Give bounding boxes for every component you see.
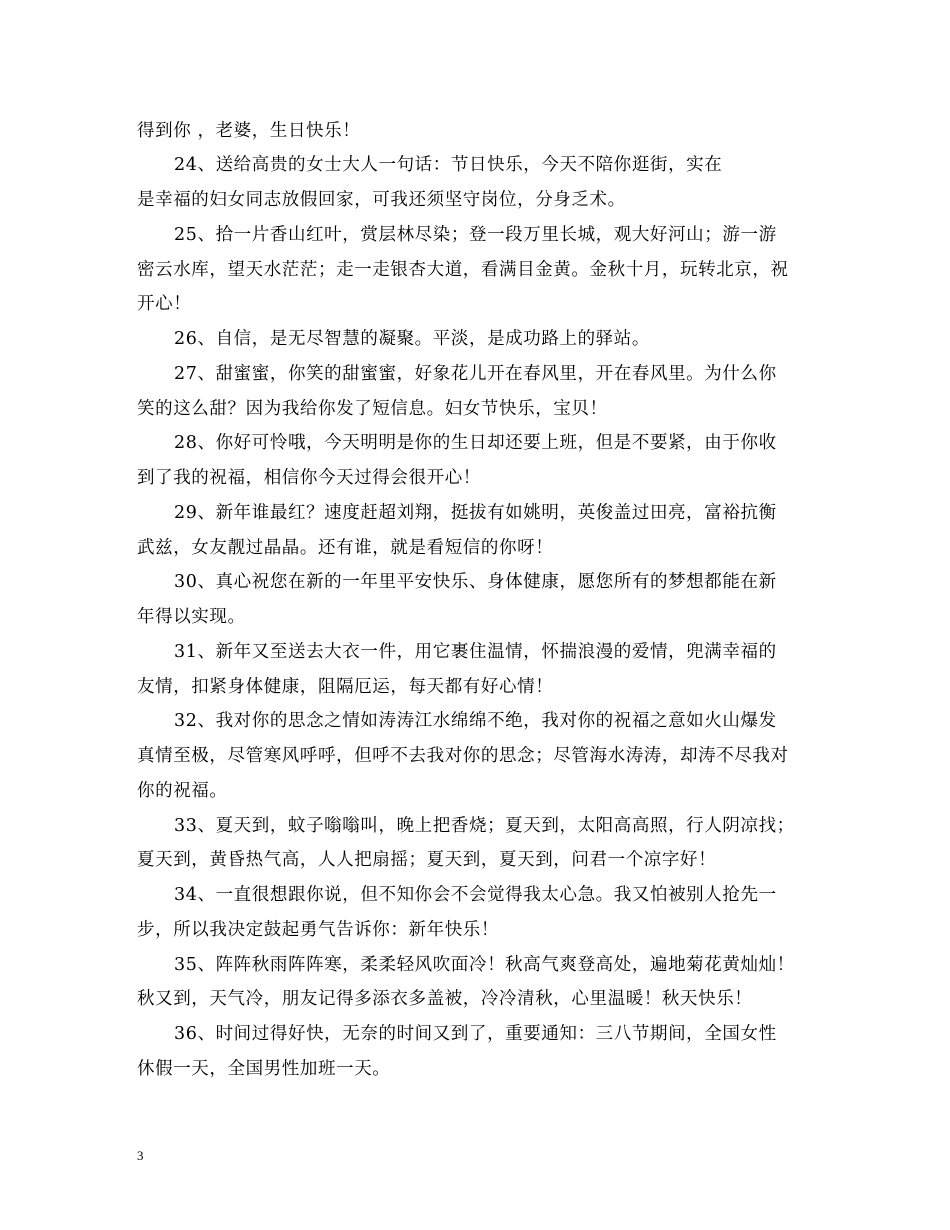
paragraph-25-line-3: 开心！	[137, 294, 192, 314]
paragraph-35-line-2: 秋又到，天气冷，朋友记得多添衣多盖被，冷冷清秋，心里温暖！秋天快乐！	[137, 989, 753, 1009]
paragraph-28-line-1: 28、你好可怜哦，今天明明是你的生日却还要上班，但是不要紧，由于你收	[174, 433, 777, 453]
paragraph-36-line-1: 36、时间过得好快，无奈的时间又到了，重要通知：三八节期间，全国女性	[174, 1024, 777, 1044]
paragraph-29-line-1: 29、新年谁最红？速度赶超刘翔，挺拔有如姚明，英俊盖过田亮，富裕抗衡	[174, 503, 777, 523]
page-number: 3	[137, 1148, 144, 1163]
text-line: 得到你 ，老婆，生日快乐！	[137, 121, 361, 141]
paragraph-24-line-1: 24、送给高贵的女士大人一句话：节日快乐，今天不陪你逛街，实在	[174, 155, 723, 175]
paragraph-32-line-2: 真情至极，尽管寒风呼呼，但呼不去我对你的思念；尽管海水涛涛，却涛不尽我对	[137, 746, 789, 766]
paragraph-30-line-2: 年得以实现。	[137, 607, 246, 627]
paragraph-31-line-1: 31、新年又至送去大衣一件，用它裹住温情，怀揣浪漫的爱情，兜满幸福的	[174, 642, 777, 662]
paragraph-33-line-1: 33、夏天到，蚊子嗡嗡叫，晚上把香烧；夏天到，太阳高高照，行人阴凉找；	[174, 816, 795, 836]
paragraph-32-line-1: 32、我对你的思念之情如涛涛江水绵绵不绝，我对你的祝福之意如火山爆发	[174, 711, 777, 731]
paragraph-36-line-2: 休假一天，全国男性加班一天。	[137, 1059, 391, 1079]
paragraph-30-line-1: 30、真心祝您在新的一年里平安快乐、身体健康，愿您所有的梦想都能在新	[174, 572, 777, 592]
paragraph-33-line-2: 夏天到，黄昏热气高，人人把扇摇；夏天到，夏天到，问君一个凉字好！	[137, 850, 717, 870]
paragraph-35-line-1: 35、阵阵秋雨阵阵寒，柔柔轻风吹面冷！秋高气爽登高处，遍地菊花黄灿灿！	[174, 955, 795, 975]
paragraph-34-line-2: 步，所以我决定鼓起勇气告诉你：新年快乐！	[137, 920, 499, 940]
paragraph-31-line-2: 友情，扣紧身体健康，阻隔厄运，每天都有好心情！	[137, 677, 554, 697]
paragraph-32-line-3: 你的祝福。	[137, 781, 228, 801]
paragraph-26-line-1: 26、自信，是无尽智慧的凝聚。平淡，是成功路上的驿站。	[174, 329, 650, 349]
paragraph-27-line-2: 笑的这么甜？因为我给你发了短信息。妇女节快乐，宝贝！	[137, 399, 608, 419]
paragraph-24-line-2: 是幸福的妇女同志放假回家，可我还须坚守岗位，分身乏术。	[137, 190, 626, 210]
paragraph-25-line-1: 25、拾一片香山红叶，赏层林尽染；登一段万里长城，观大好河山；游一游	[174, 225, 777, 245]
paragraph-34-line-1: 34、一直很想跟你说，但不知你会不会觉得我太心急。我又怕被别人抢先一	[174, 885, 777, 905]
paragraph-25-line-2: 密云水库，望天水茫茫；走一走银杏大道，看满目金黄。金秋十月，玩转北京，祝	[137, 260, 789, 280]
paragraph-28-line-2: 到了我的祝福，相信你今天过得会很开心！	[137, 468, 481, 488]
paragraph-29-line-2: 武兹，女友靓过晶晶。还有谁，就是看短信的你呀！	[137, 538, 554, 558]
paragraph-27-line-1: 27、甜蜜蜜，你笑的甜蜜蜜，好象花儿开在春风里，开在春风里。为什么你	[174, 364, 777, 384]
